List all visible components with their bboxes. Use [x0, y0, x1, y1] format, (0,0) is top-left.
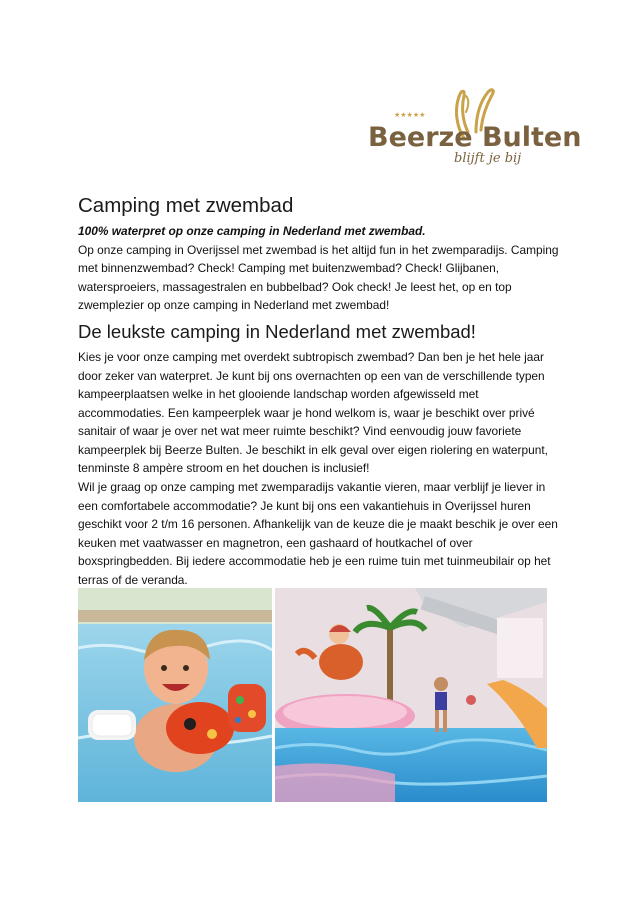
- logo-stars: ★★★★★: [394, 111, 426, 119]
- logo-wordmark: Beerze Bulten: [368, 122, 582, 153]
- intro-paragraph: [78, 222, 564, 315]
- intro-lead: 100% waterpret op onze camping in Nederland met zwembad.: [78, 224, 426, 238]
- paragraph-accommodation: Wil je graag op onze camping met zwemparadijs vakantie vieren, maar verblijf je liever in een comfortabele accommodatie? Je kunt bij ons een vakantiehuis in Overijssel huren geschikt voor 2 t/m 16 personen. Afhankelijk van de keuze die je maakt beschik je over een keuken met vaatwasser en magnetron, een gashaard of houtkachel of over boxspringbedden. Bij iedere accommodatie heb je een ruime tuin met tuinmeubilair op het terras of de veranda.: [78, 480, 558, 587]
- photo-indoor-pool: [275, 588, 547, 802]
- page-title: Camping met zwembad: [78, 194, 294, 217]
- logo-tagline: blijft je bij: [454, 151, 522, 166]
- intro-body: Op onze camping in Overijssel met zwembad is het altijd fun in het zwemparadijs. Camping met binnenzwembad? Check! Camping met buitenzwembad? Check! Glijbanen, watersproeiers, massagestralen en bubbelbad? Ook check! Je leest het, op en top zwemplezier op onze camping in Nederland met zwembad!: [78, 242, 559, 312]
- section-heading: De leukste camping in Nederland met zwembad!: [78, 321, 476, 342]
- photo-child-pool: [78, 588, 272, 802]
- paragraph-pool: Kies je voor onze camping met overdekt subtropisch zwembad? Dan ben je het hele jaar door zeker van waterpret. Je kunt bij ons overnachten op een van de verschillende typen kampeerplaatsen welke in het glooiende landschap worden afgewisseld met accommodaties. Een kampeerplek waar je hond welkom is, waar je beschikt over privé sanitair of waar je over net wat meer ruimte beschikt? Vind eenvoudig jouw favoriete kampeerplek bij Beerze Bulten. Je beschikt in elk geval over eigen riolering en waterpunt, tenminste 8 ampère stroom en het douchen is inclusief!: [78, 350, 548, 475]
- beerze-bulten-logo: [368, 86, 582, 170]
